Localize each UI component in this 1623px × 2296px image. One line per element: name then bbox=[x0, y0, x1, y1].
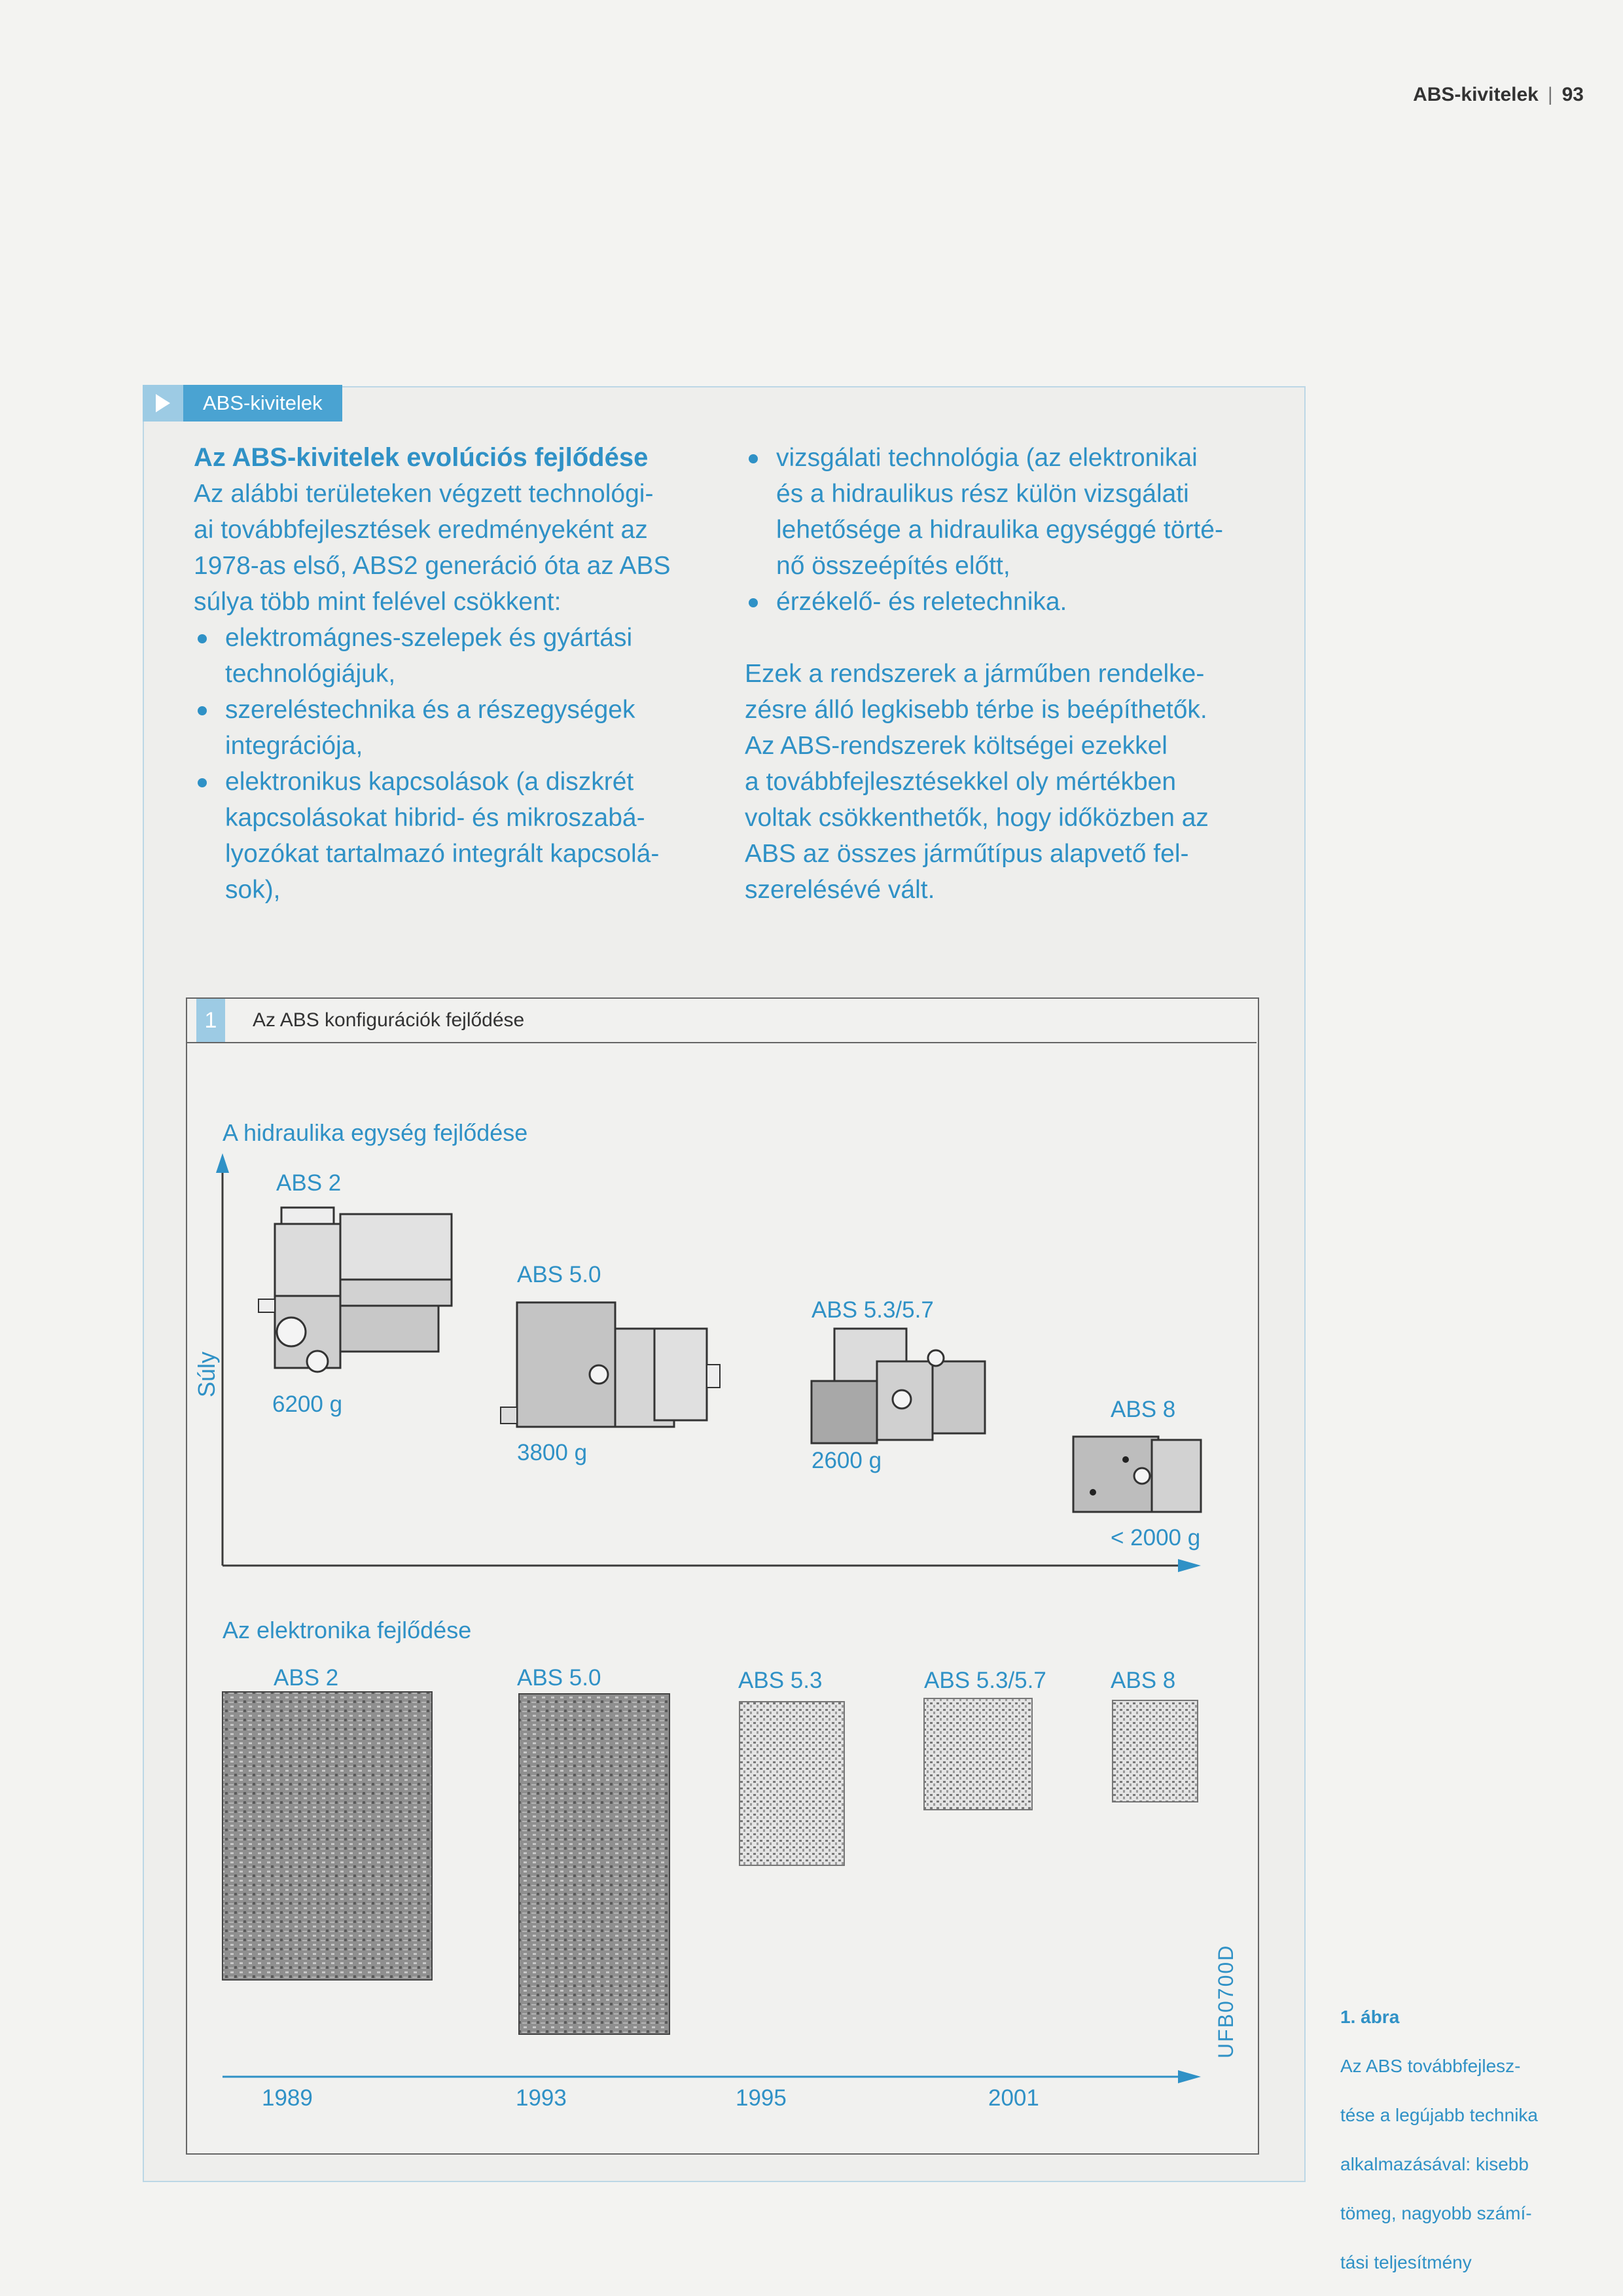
hydraulic-label-abs8: ABS 8 bbox=[1111, 1397, 1176, 1422]
hydraulic-weight-abs50: 3800 g bbox=[517, 1440, 588, 1465]
abs8-circuit-board bbox=[1113, 1700, 1198, 1802]
paragraph-line: zésre álló legkisebb térbe is beépíthetők. bbox=[745, 696, 1207, 724]
electronics-label-abs8: ABS 8 bbox=[1111, 1668, 1176, 1693]
hydraulic-weight-abs53-57: 2600 g bbox=[812, 1448, 882, 1473]
year-1995: 1995 bbox=[736, 2085, 787, 2111]
bullet-line: sok), bbox=[225, 876, 281, 904]
bullet-line: érzékelő- és reletechnika. bbox=[776, 588, 1067, 616]
abs53-57-hydraulic-unit bbox=[812, 1329, 985, 1443]
electronics-label-abs2: ABS 2 bbox=[274, 1665, 339, 1691]
intro-line: Az alábbi területeken végzett technológi- bbox=[194, 480, 654, 508]
bullet-line: technológiájuk, bbox=[225, 660, 396, 688]
paragraph-line: Ezek a rendszerek a járműben rendelke- bbox=[745, 660, 1205, 688]
x-axis-top-arrow bbox=[1178, 1559, 1201, 1572]
intro-line: ai továbbfejlesztések eredményeként az bbox=[194, 516, 648, 544]
caption-line: tése a legújabb technika bbox=[1340, 2105, 1538, 2125]
bullet-line: lehetősége a hidraulika egységgé törté- bbox=[776, 516, 1223, 544]
figure-title: Az ABS konfigurációk fejlődése bbox=[253, 1009, 525, 1031]
figure-code: UFB0700D bbox=[1214, 1944, 1238, 2058]
caption-line: tömeg, nagyobb számí- bbox=[1340, 2203, 1532, 2223]
electronics-label-abs53-57: ABS 5.3/5.7 bbox=[924, 1668, 1046, 1693]
paragraph-line: voltak csökkenthetők, hogy időközben az bbox=[745, 804, 1209, 832]
hydraulic-section-title: A hidraulika egység fejlődése bbox=[223, 1119, 528, 1146]
bullet-line: szereléstechnika és a részegységek bbox=[225, 696, 635, 724]
box-heading: Az ABS-kivitelek evolúciós fejlődése bbox=[194, 443, 649, 472]
intro-line: súlya több mint felével csökkent: bbox=[194, 588, 562, 616]
header-section: ABS-kivitelek bbox=[1413, 84, 1539, 105]
bullet-line: és a hidraulikus rész külön vizsgálati bbox=[776, 480, 1189, 508]
header-separator: | bbox=[1547, 84, 1553, 105]
info-box-tag-label: ABS-kivitelek bbox=[183, 385, 342, 422]
caption-line: tási teljesítmény bbox=[1340, 2252, 1472, 2272]
abs2-hydraulic-unit bbox=[259, 1208, 452, 1372]
caption-title: 1. ábra bbox=[1340, 2007, 1400, 2027]
y-axis-arrow bbox=[216, 1153, 229, 1173]
intro-line: 1978-as első, ABS2 generáció óta az ABS bbox=[194, 552, 671, 580]
bullet-line: integrációja, bbox=[225, 732, 363, 760]
caption-text bbox=[1340, 2051, 1615, 2278]
hydraulic-weight-abs2: 6200 g bbox=[272, 1391, 343, 1417]
bullet-line: kapcsolásokat hibrid- és mikroszabá- bbox=[225, 804, 645, 832]
year-1993: 1993 bbox=[516, 2085, 567, 2111]
bullet-line: elektromágnes-szelepek és gyártási bbox=[225, 624, 633, 652]
paragraph-line: szerelésévé vált. bbox=[745, 876, 935, 904]
abs50-circuit-board bbox=[519, 1694, 669, 2034]
abs2-circuit-board bbox=[223, 1692, 432, 1980]
year-1989: 1989 bbox=[262, 2085, 313, 2111]
abs53-circuit-board bbox=[740, 1702, 844, 1865]
electronics-label-abs50: ABS 5.0 bbox=[517, 1665, 601, 1691]
paragraph-line: a továbbfejlesztésekkel oly mértékben bbox=[745, 768, 1177, 796]
paragraph-line: ABS az összes járműtípus alapvető fel- bbox=[745, 840, 1189, 868]
figure-number: 1 bbox=[196, 999, 225, 1042]
hydraulic-label-abs2: ABS 2 bbox=[276, 1170, 342, 1196]
hydraulic-label-abs53-57: ABS 5.3/5.7 bbox=[812, 1297, 934, 1323]
hydraulic-label-abs50: ABS 5.0 bbox=[517, 1262, 601, 1287]
page-number: 93 bbox=[1561, 84, 1584, 105]
bullet-line: lyozókat tartalmazó integrált kapcsolá- bbox=[225, 840, 660, 868]
bullet-line: nő összeépítés előtt, bbox=[776, 552, 1010, 580]
abs50-hydraulic-unit bbox=[501, 1302, 720, 1427]
year-2001: 2001 bbox=[988, 2085, 1039, 2111]
abs53-57-circuit-board bbox=[924, 1698, 1032, 1810]
y-axis-label: Súly bbox=[193, 1351, 220, 1397]
caption-line: Az ABS továbbfejlesz- bbox=[1340, 2056, 1521, 2076]
electronics-label-abs53: ABS 5.3 bbox=[738, 1668, 823, 1693]
time-axis-arrow bbox=[1178, 2070, 1201, 2083]
figure-caption bbox=[1340, 2001, 1615, 2296]
hydraulic-weight-abs8: < 2000 g bbox=[1111, 1525, 1201, 1551]
paragraph-line: Az ABS-rendszerek költségei ezekkel bbox=[745, 732, 1168, 760]
bullet-line: elektronikus kapcsolások (a diszkrét bbox=[225, 768, 634, 796]
abs8-hydraulic-unit bbox=[1073, 1437, 1201, 1512]
bullet-line: vizsgálati technológia (az elektronikai bbox=[776, 444, 1198, 472]
electronics-section-title: Az elektronika fejlődése bbox=[223, 1617, 472, 1643]
caption-line: alkalmazásával: kisebb bbox=[1340, 2154, 1529, 2174]
